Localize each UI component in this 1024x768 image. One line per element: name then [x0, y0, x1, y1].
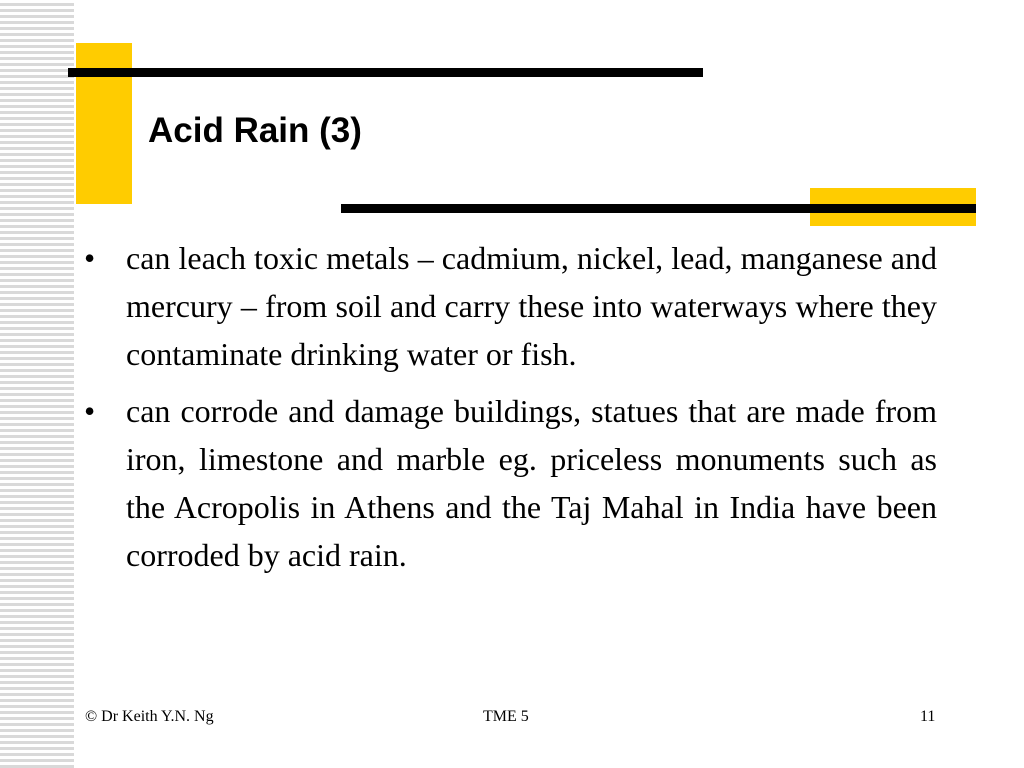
- top-rule-line: [68, 68, 703, 77]
- bullet-text: can corrode and damage buildings, statues that are made from iron, limestone and marble eg. priceless monuments such as the Acropolis in Athens and the Taj Mahal in India have been corroded by acid rain.: [126, 393, 937, 573]
- bottom-rule-line: [341, 204, 976, 213]
- footer-page-number: 11: [920, 708, 936, 725]
- bullet-dot-icon: •: [84, 240, 96, 276]
- bullet-list: [84, 234, 937, 588]
- bullet-text: can leach toxic metals – cadmium, nickel, lead, manganese and mercury – from soil and carry these into waterways where they contaminate drinking water or fish.: [126, 240, 937, 372]
- bullet-item: [84, 387, 937, 579]
- footer-course: TME 5: [483, 708, 529, 725]
- bullet-dot-icon: •: [84, 393, 96, 429]
- left-stripe-band: [0, 0, 74, 768]
- bullet-item: [84, 234, 937, 378]
- slide-title: Acid Rain (3): [148, 111, 362, 150]
- footer-author: © Dr Keith Y.N. Ng: [85, 708, 214, 725]
